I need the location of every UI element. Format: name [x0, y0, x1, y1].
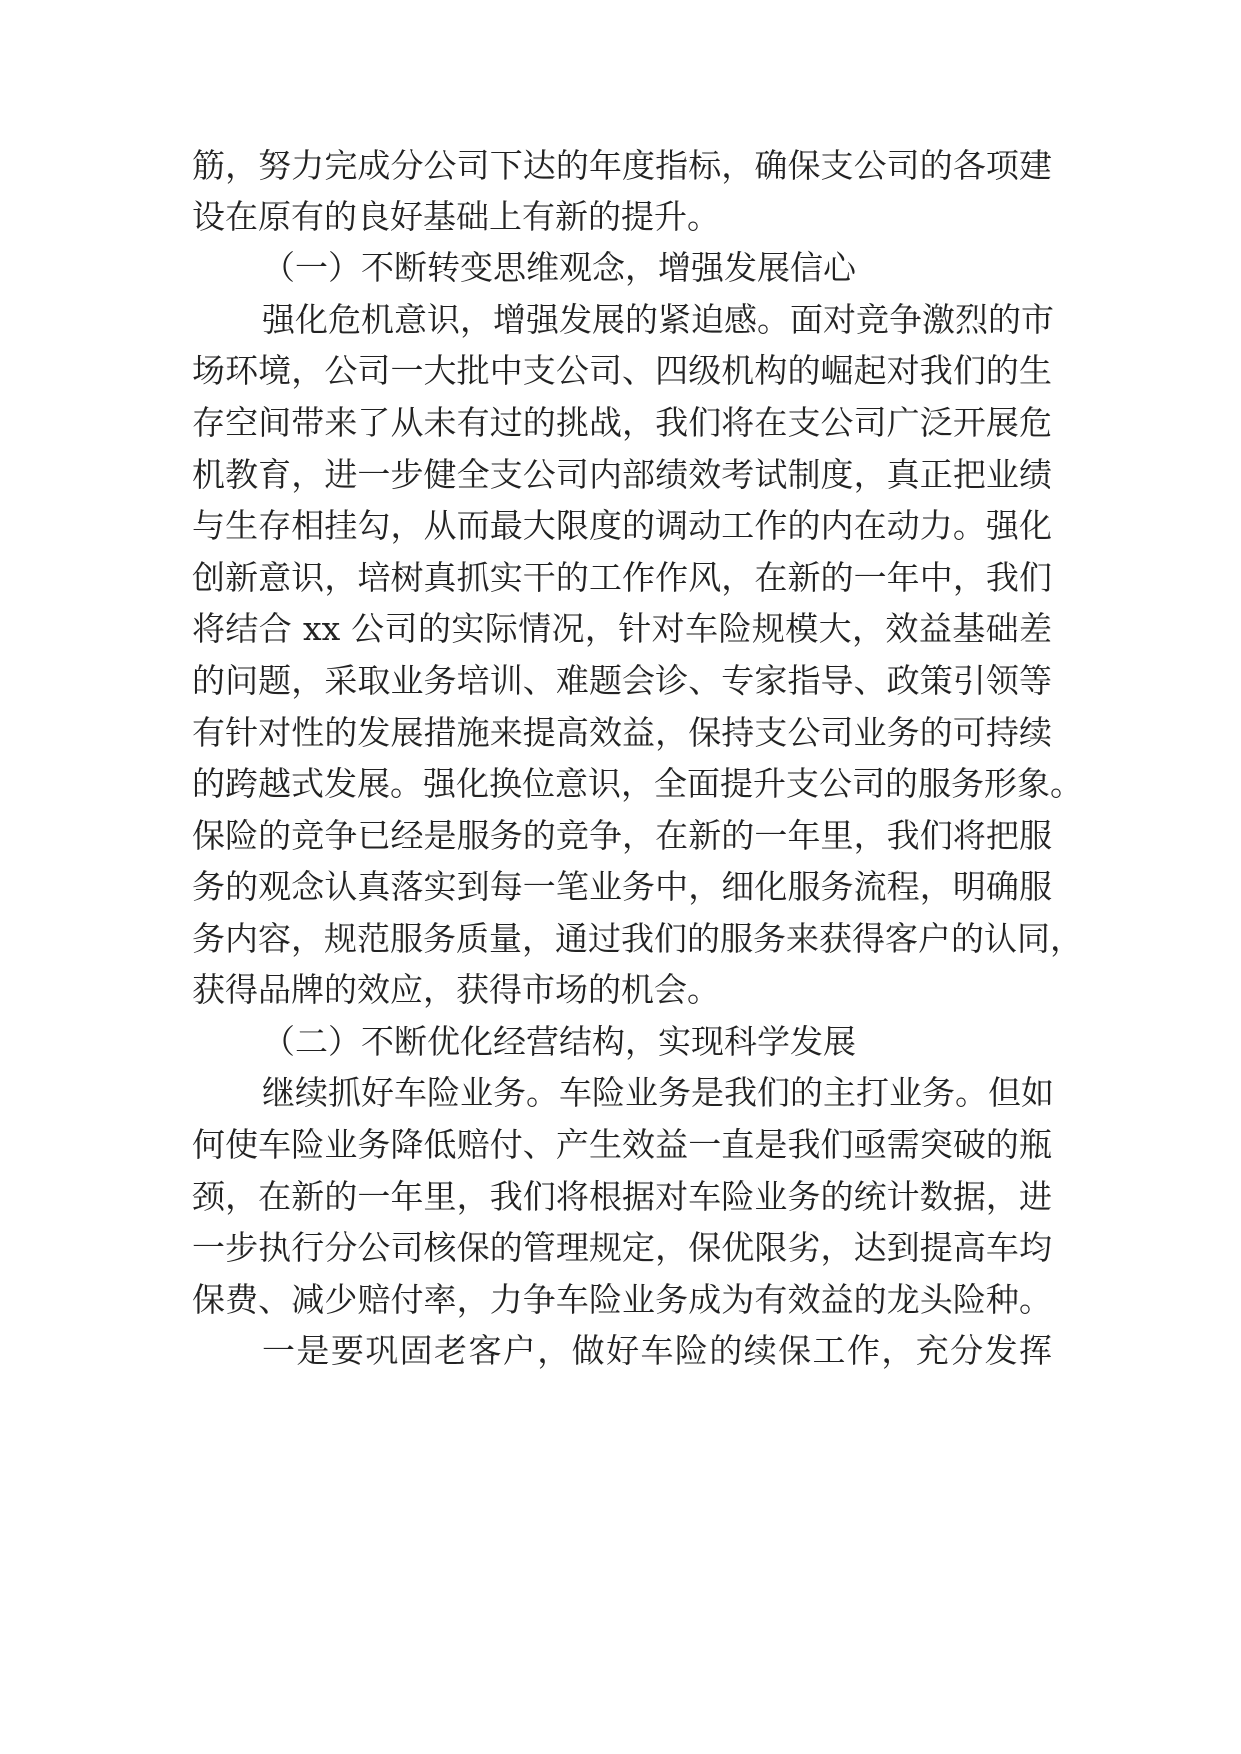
paragraph-line: 存空间带来了从未有过的挑战，我们将在支公司广泛开展危: [192, 403, 1052, 442]
paragraph-line: 场环境，公司一大批中支公司、四级机构的崛起对我们的生: [192, 351, 1052, 390]
paragraph-line: 设在原有的良好基础上有新的提升。: [192, 197, 720, 236]
paragraph-line: 创新意识，培树真抓实干的工作作风，在新的一年中，我们: [192, 558, 1052, 597]
paragraph-line: 将结合 xx 公司的实际情况，针对车险规模大，效益基础差: [192, 609, 1052, 648]
paragraph-line: 务的观念认真落实到每一笔业务中，细化服务流程，明确服: [192, 867, 1052, 906]
paragraph-line: 强化危机意识，增强发展的紧迫感。面对竞争激烈的市: [262, 300, 1054, 339]
paragraph-line: 的问题，采取业务培训、难题会诊、专家指导、政策引领等: [192, 661, 1052, 700]
section-heading: （一）不断转变思维观念，增强发展信心: [262, 248, 856, 287]
paragraph-line: 务内容，规范服务质量，通过我们的服务来获得客户的认同，: [192, 919, 1083, 958]
paragraph-line: 的跨越式发展。强化换位意识，全面提升支公司的服务形象。: [192, 764, 1083, 803]
paragraph-line: 筋，努力完成分公司下达的年度指标，确保支公司的各项建: [192, 146, 1052, 185]
paragraph-line: 一步执行分公司核保的管理规定，保优限劣，达到提高车均: [192, 1228, 1052, 1267]
paragraph-line: 机教育，进一步健全支公司内部绩效考试制度，真正把业绩: [192, 455, 1052, 494]
paragraph-line: 一是要巩固老客户，做好车险的续保工作，充分发挥: [262, 1331, 1052, 1370]
paragraph-line: 保险的竞争已经是服务的竞争，在新的一年里，我们将把服: [192, 816, 1052, 855]
paragraph-line: 与生存相挂勾，从而最大限度的调动工作的内在动力。强化: [192, 506, 1052, 545]
paragraph-line: 何使车险业务降低赔付、产生效益一直是我们亟需突破的瓶: [192, 1125, 1052, 1164]
paragraph-line: 保费、减少赔付率，力争车险业务成为有效益的龙头险种。: [192, 1280, 1052, 1319]
paragraph-line: 获得品牌的效应，获得市场的机会。: [192, 970, 720, 1009]
paragraph-line: 有针对性的发展措施来提高效益，保持支公司业务的可持续: [192, 713, 1052, 752]
paragraph-line: 颈，在新的一年里，我们将根据对车险业务的统计数据，进: [192, 1177, 1052, 1216]
paragraph-line: 继续抓好车险业务。车险业务是我们的主打业务。但如: [262, 1073, 1054, 1112]
section-heading: （二）不断优化经营结构，实现科学发展: [262, 1022, 856, 1061]
